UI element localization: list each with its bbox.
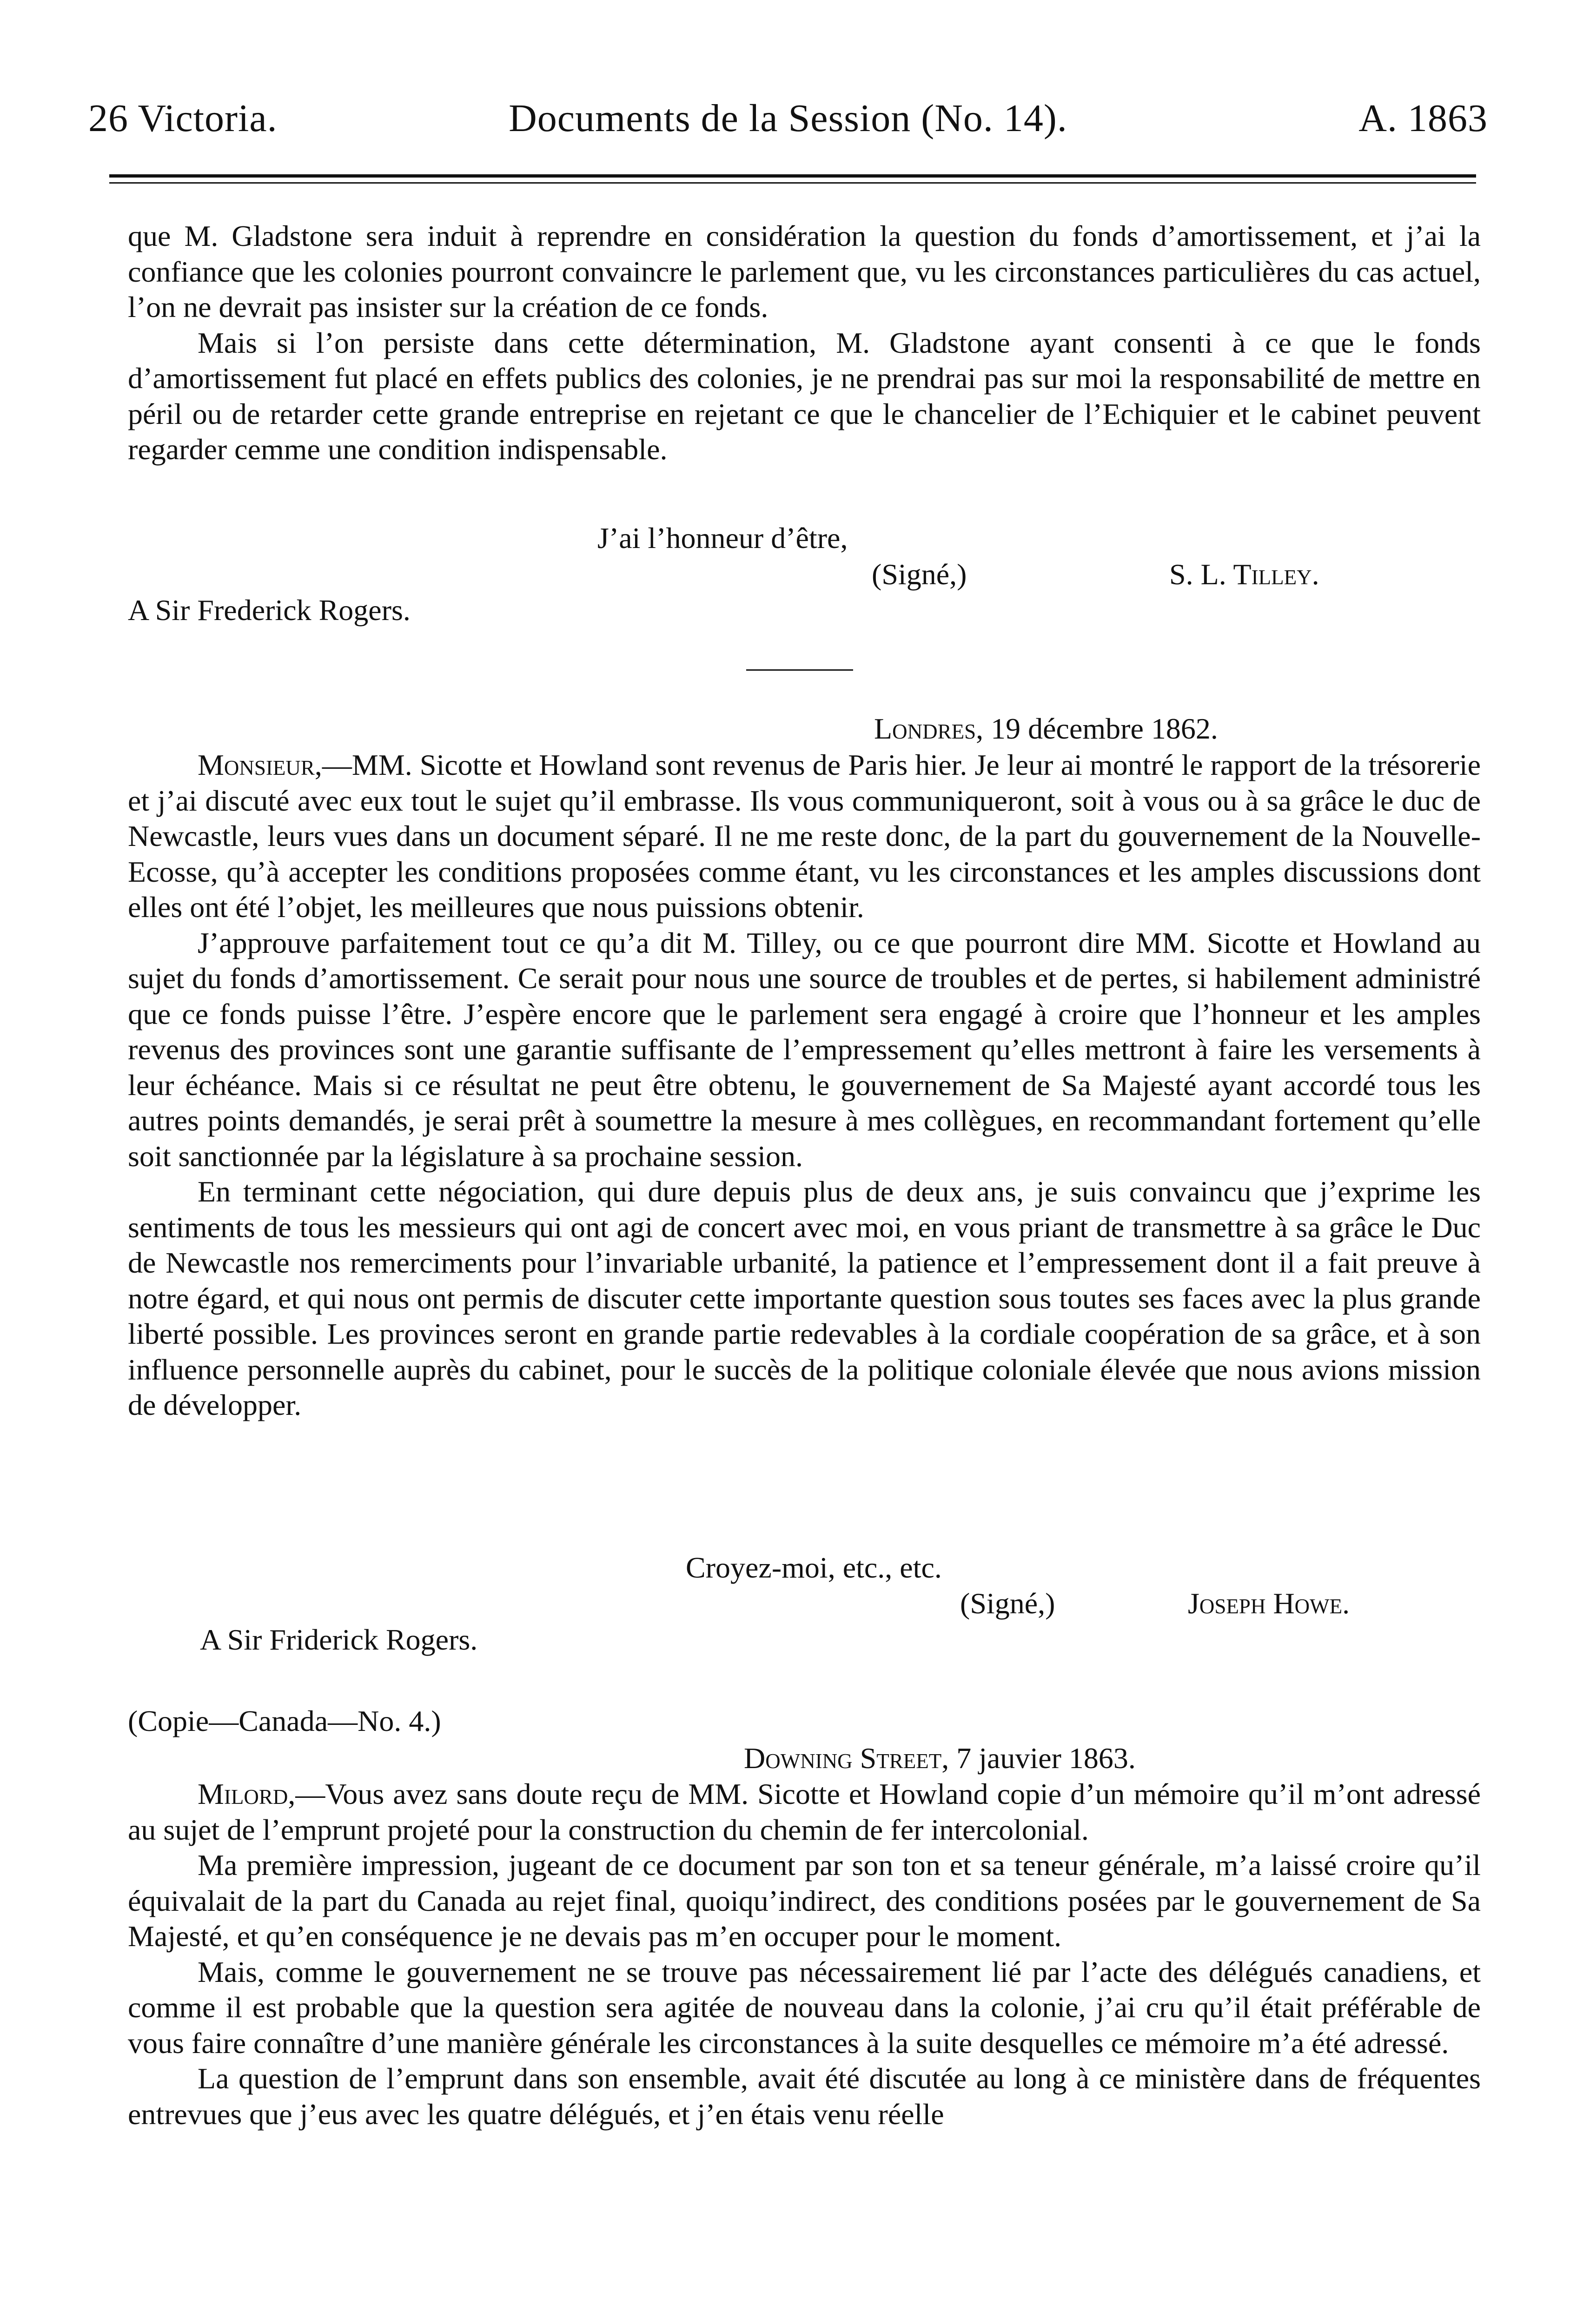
letter2-paragraph-3: En terminant cette négociation, qui dure depuis plus de deux ans, je suis convaincu que j’exprime les sentiments de tous les messieurs qui ont agi de concert avec moi, en vous priant de transmettre à sa grâce le Duc de Newcastle nos remerciments pour l’invariable urbanité, la patience et l’empressement dont il a fait preuve à notre égard, et qui nous ont permis de discuter cette importante question sous toutes ses faces avec la plus grande liberté possible. Les provinces seront en grande partie redevables à la cordiale coopération de sa grâce, et à son influence personnelle auprès du cabinet, pour le succès de la politique coloniale élevée que nous avions mission de développer. (128, 1175, 1481, 1421)
letter3-body (128, 1776, 1481, 2132)
letter2-body (128, 747, 1481, 1423)
letter1-closing: J’ai l’honneur d’être, (597, 522, 848, 555)
header-rule-thin (109, 182, 1476, 184)
letter3-salutation: Milord, (198, 1777, 296, 1810)
letter1-addressee: A Sir Frederick Rogers. (128, 594, 411, 627)
letter1-paragraph-2: Mais si l’on persiste dans cette détermination, M. Gladstone ayant consenti à ce que le fonds d’amortissement fut placé en effets publics des colonies, je ne prendrai pas sur moi la responsabilité de mettre en péril ou de retarder cette grande entreprise en rejetant ce que le chancelier de l’Echiquier et le cabinet peuvent regarder cemme une condition indispensable. (128, 326, 1481, 466)
section-separator (746, 669, 853, 671)
letter3-place-date (744, 1741, 1136, 1776)
letter1-body (128, 218, 1481, 468)
letter3-copy-label: (Copie—Canada—No. 4.) (128, 1704, 441, 1737)
letter2-paragraph-1: Monsieur,—MM. Sicotte et Howland sont revenus de Paris hier. Je leur ai montré le rapport de la trésorerie et j’ai discuté avec eux tout le sujet qu’il embrasse. Ils vous communiqueront, soit à vous ou à sa grâce le duc de Newcastle, leurs vues dans un document séparé. Il ne me reste donc, de la part du gouvernement de la Nouvelle-Ecosse, qu’à accepter les conditions proposées comme étant, vu les circonstances et les amples discussions dont elles ont été l’objet, les meilleures que nous puissions obtenir. (128, 748, 1481, 924)
letter1-signature: S. L. Tilley. (1169, 558, 1319, 591)
header-rule-thick (109, 174, 1476, 178)
header-title: Documents de la Session (No. 14). (509, 97, 1067, 140)
letter1-paragraph-1: que M. Gladstone sera induit à reprendre en considération la question du fonds d’amortissement, et j’ai la confiance que les colonies pourront convaincre le parlement que, vu les circonstances particulières du cas actuel, l’on ne devrait pas insister sur la création de ce fonds. (128, 219, 1481, 324)
letter1-signe: (Signé,) (872, 558, 967, 591)
letter2-closing: Croyez-moi, etc., etc. (686, 1551, 942, 1584)
letter2-signe: (Signé,) (960, 1587, 1055, 1620)
letter2-date: , 19 décembre 1862. (976, 712, 1218, 745)
letter3-paragraph-2: Ma première impression, jugeant de ce document par son ton et sa teneur générale, m’a laissé croire qu’il équivalait de la part du Canada au rejet final, quoiqu’indirect, des conditions posées par le gouvernement de Sa Majesté, et qu’en conséquence je ne devais pas m’en occuper pour le moment. (128, 1849, 1481, 1953)
header-year: A. 1863 (1358, 97, 1488, 140)
header-session: 26 Victoria. (88, 97, 278, 140)
letter2-place: Londres (874, 712, 976, 745)
letter3-paragraph-4: La question de l’emprunt dans son ensemble, avait été discutée au long à ce ministère dans de fréquentes entrevues que j’eus avec les quatre délégués, et j’en étais venu réelle (128, 2062, 1481, 2131)
letter2-place-date (874, 711, 1218, 747)
letter3-date: , 7 jauvier 1863. (941, 1742, 1136, 1775)
letter2-addressee: A Sir Friderick Rogers. (200, 1623, 478, 1656)
letter2-paragraph-2: J’approuve parfaitement tout ce qu’a dit M. Tilley, ou ce que pourront dire MM. Sicotte et Howland au sujet du fonds d’amortissement. Ce serait pour nous une source de troubles et de pertes, si habilement administré que ce fonds puisse l’être. J’espère encore que le parlement sera engagé à croire que l’honneur et les amples revenus des provinces sont une garantie suffisante de l’empressement qu’elles mettront à faire les versements à leur échéance. Mais si ce résultat ne peut être obtenu, le gouvernement de Sa Majesté ayant accordé tous les autres points demandés, je serai prêt à soumettre la mesure à mes collègues, en recommandant fortement qu’elle soit sanctionnée par la législature à sa prochaine session. (128, 926, 1481, 1173)
letter3-place: Downing Street (744, 1742, 942, 1775)
letter3-paragraph-1: Milord,—Vous avez sans doute reçu de MM. Sicotte et Howland copie d’un mémoire qu’il m’ont adressé au sujet de l’emprunt projeté pour la construction du chemin de fer intercolonial. (128, 1777, 1481, 1846)
running-header (88, 93, 1488, 144)
letter3-paragraph-3: Mais, comme le gouvernement ne se trouve pas nécessairement lié par l’acte des délégués canadiens, et comme il est probable que la question sera agitée de nouveau dans la colonie, j’ai cru qu’il était préférable de vous faire connaître d’une manière générale les circonstances à la suite desquelles ce mémoire m’a été adressé. (128, 1955, 1481, 2060)
letter2-salutation: Monsieur, (198, 748, 322, 781)
letter2-signature: Joseph Howe. (1188, 1587, 1350, 1620)
